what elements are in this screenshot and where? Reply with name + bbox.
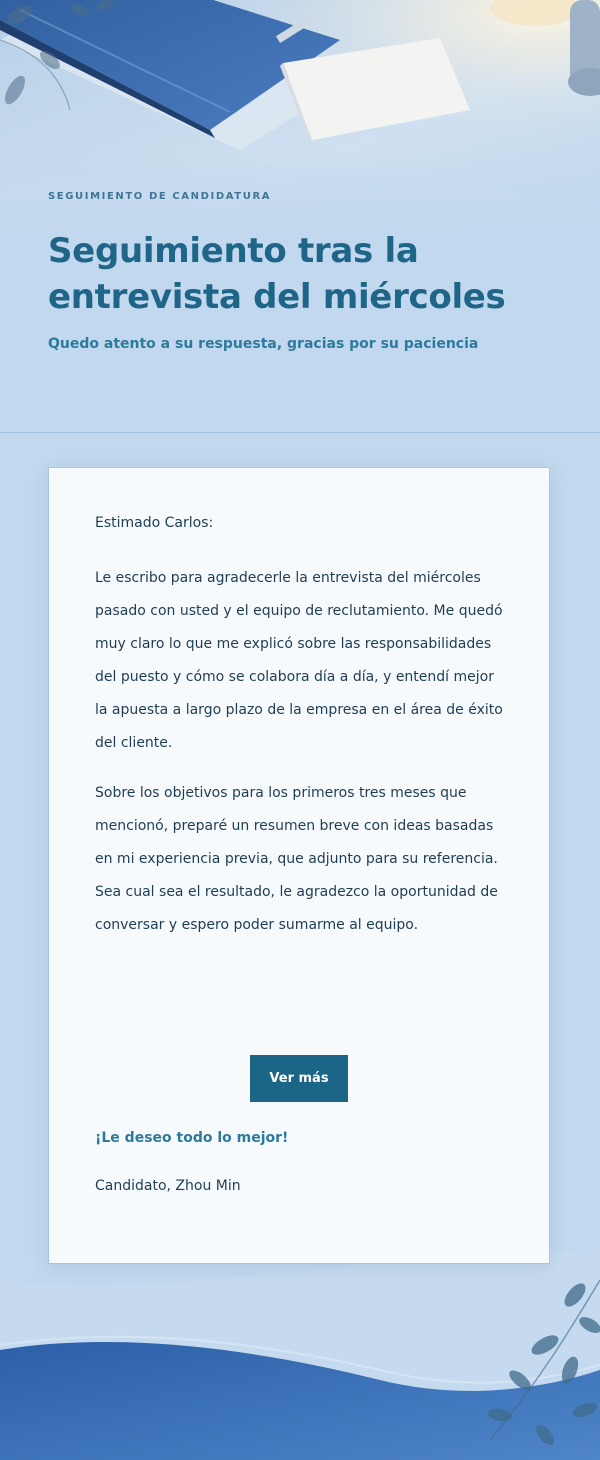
page-title: Seguimiento tras la entrevista del miércoles — [48, 231, 506, 317]
letter-body — [95, 512, 510, 942]
header-divider — [0, 432, 600, 433]
eyebrow-label: SEGUIMIENTO DE CANDIDATURA — [48, 191, 272, 202]
letter-closing: ¡Le deseo todo lo mejor! — [95, 1130, 289, 1146]
footer-illustration — [0, 1240, 600, 1460]
letter-paragraph: Le escribo para agradecerle la entrevista del miércoles pasado con usted y el equipo de reclutamiento. Me quedó muy claro lo que me explicó sobre las responsabilidades del puesto y cómo se colabora día a día, y entendí mejor la apuesta a largo plazo de la empresa en el área de éxito del cliente. — [95, 570, 503, 751]
cta-container — [49, 1055, 549, 1102]
letter-card — [48, 467, 550, 1264]
header — [0, 0, 600, 432]
letter-signature: Candidato, Zhou Min — [95, 1178, 241, 1194]
see-more-button[interactable]: Ver más — [250, 1055, 347, 1102]
letter-greeting: Estimado Carlos: — [95, 515, 214, 531]
subtitle: Quedo atento a su respuesta, gracias por su paciencia — [48, 336, 479, 352]
letter-paragraph: Sobre los objetivos para los primeros tres meses que mencionó, preparé un resumen breve con ideas basadas en mi experiencia previa, que adjunto para su referencia. Sea cual sea el resultado, le agradezco la oportunidad de conversar y espero poder sumarme al equipo. — [95, 785, 498, 933]
